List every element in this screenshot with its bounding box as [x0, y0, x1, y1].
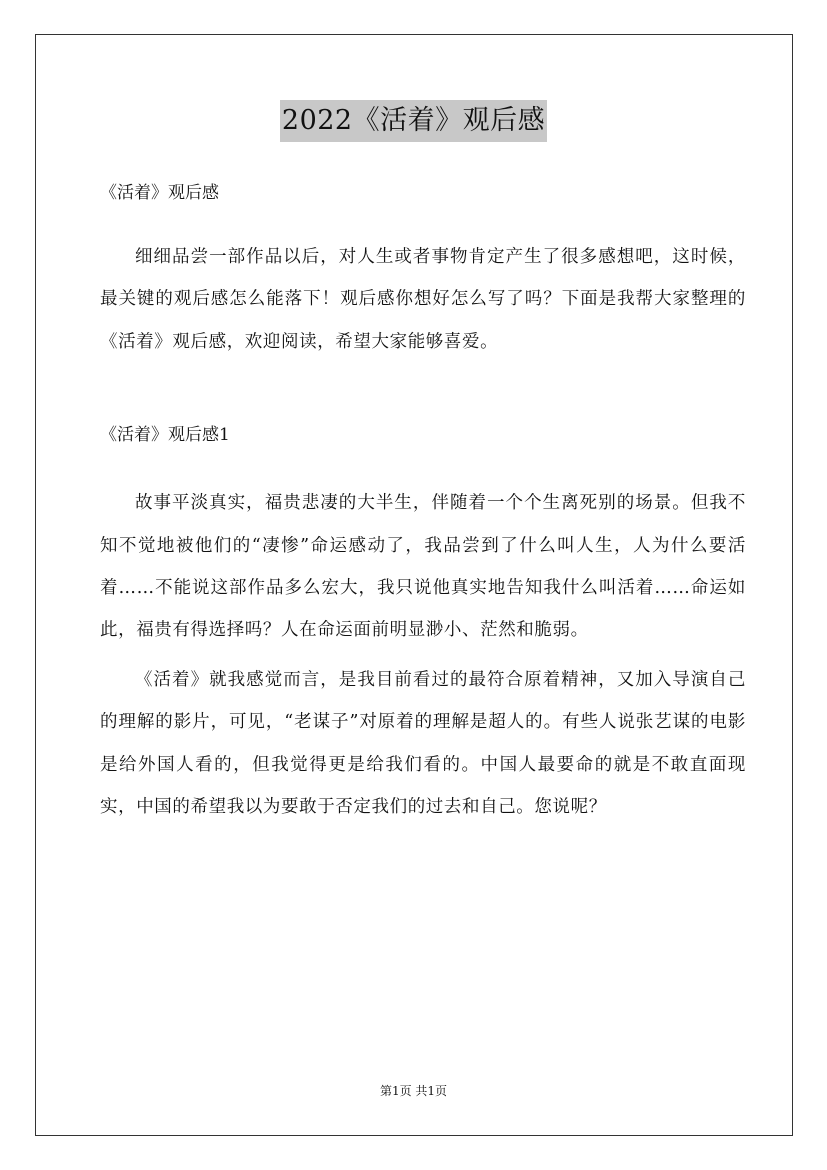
document-body: [100, 173, 746, 828]
intro-heading: 《活着》观后感: [100, 183, 219, 203]
page-footer: 第1页 共1页: [379, 1084, 448, 1098]
title-container: [0, 100, 827, 142]
section1-heading: 《活着》观后感1: [100, 425, 230, 446]
intro-paragraph: 细细品尝一部作品以后，对人生或者事物肯定产生了很多感想吧，这时候，最关键的观后感怎么能落下！观后感你想好怎么写了吗？下面是我帮大家整理的《活着》观后感，欢迎阅读，希望大家能够喜爱。: [100, 247, 746, 352]
document-title: 2022《活着》观后感: [280, 100, 547, 142]
section1-paragraph-1: 故事平淡真实，福贵悲凄的大半生，伴随着一个个生离死别的场景。但我不知不觉地被他们的“凄惨”命运感动了，我品尝到了什么叫人生，人为什么要活着……不能说这部作品多么宏大，我只说他真实地告知我什么叫活着……命运如此，福贵有得选择吗？人在命运面前明显渺小、茫然和脆弱。: [100, 493, 746, 641]
section1-paragraph-2: 《活着》就我感觉而言，是我目前看过的最符合原着精神，又加入导演自己的理解的影片，可见，“老谋子”对原着的理解是超人的。有些人说张艺谋的电影是给外国人看的，但我觉得更是给我们看的。中国人最要命的就是不敢直面现实，中国的希望我以为要敢于否定我们的过去和自己。您说呢？: [100, 669, 746, 818]
